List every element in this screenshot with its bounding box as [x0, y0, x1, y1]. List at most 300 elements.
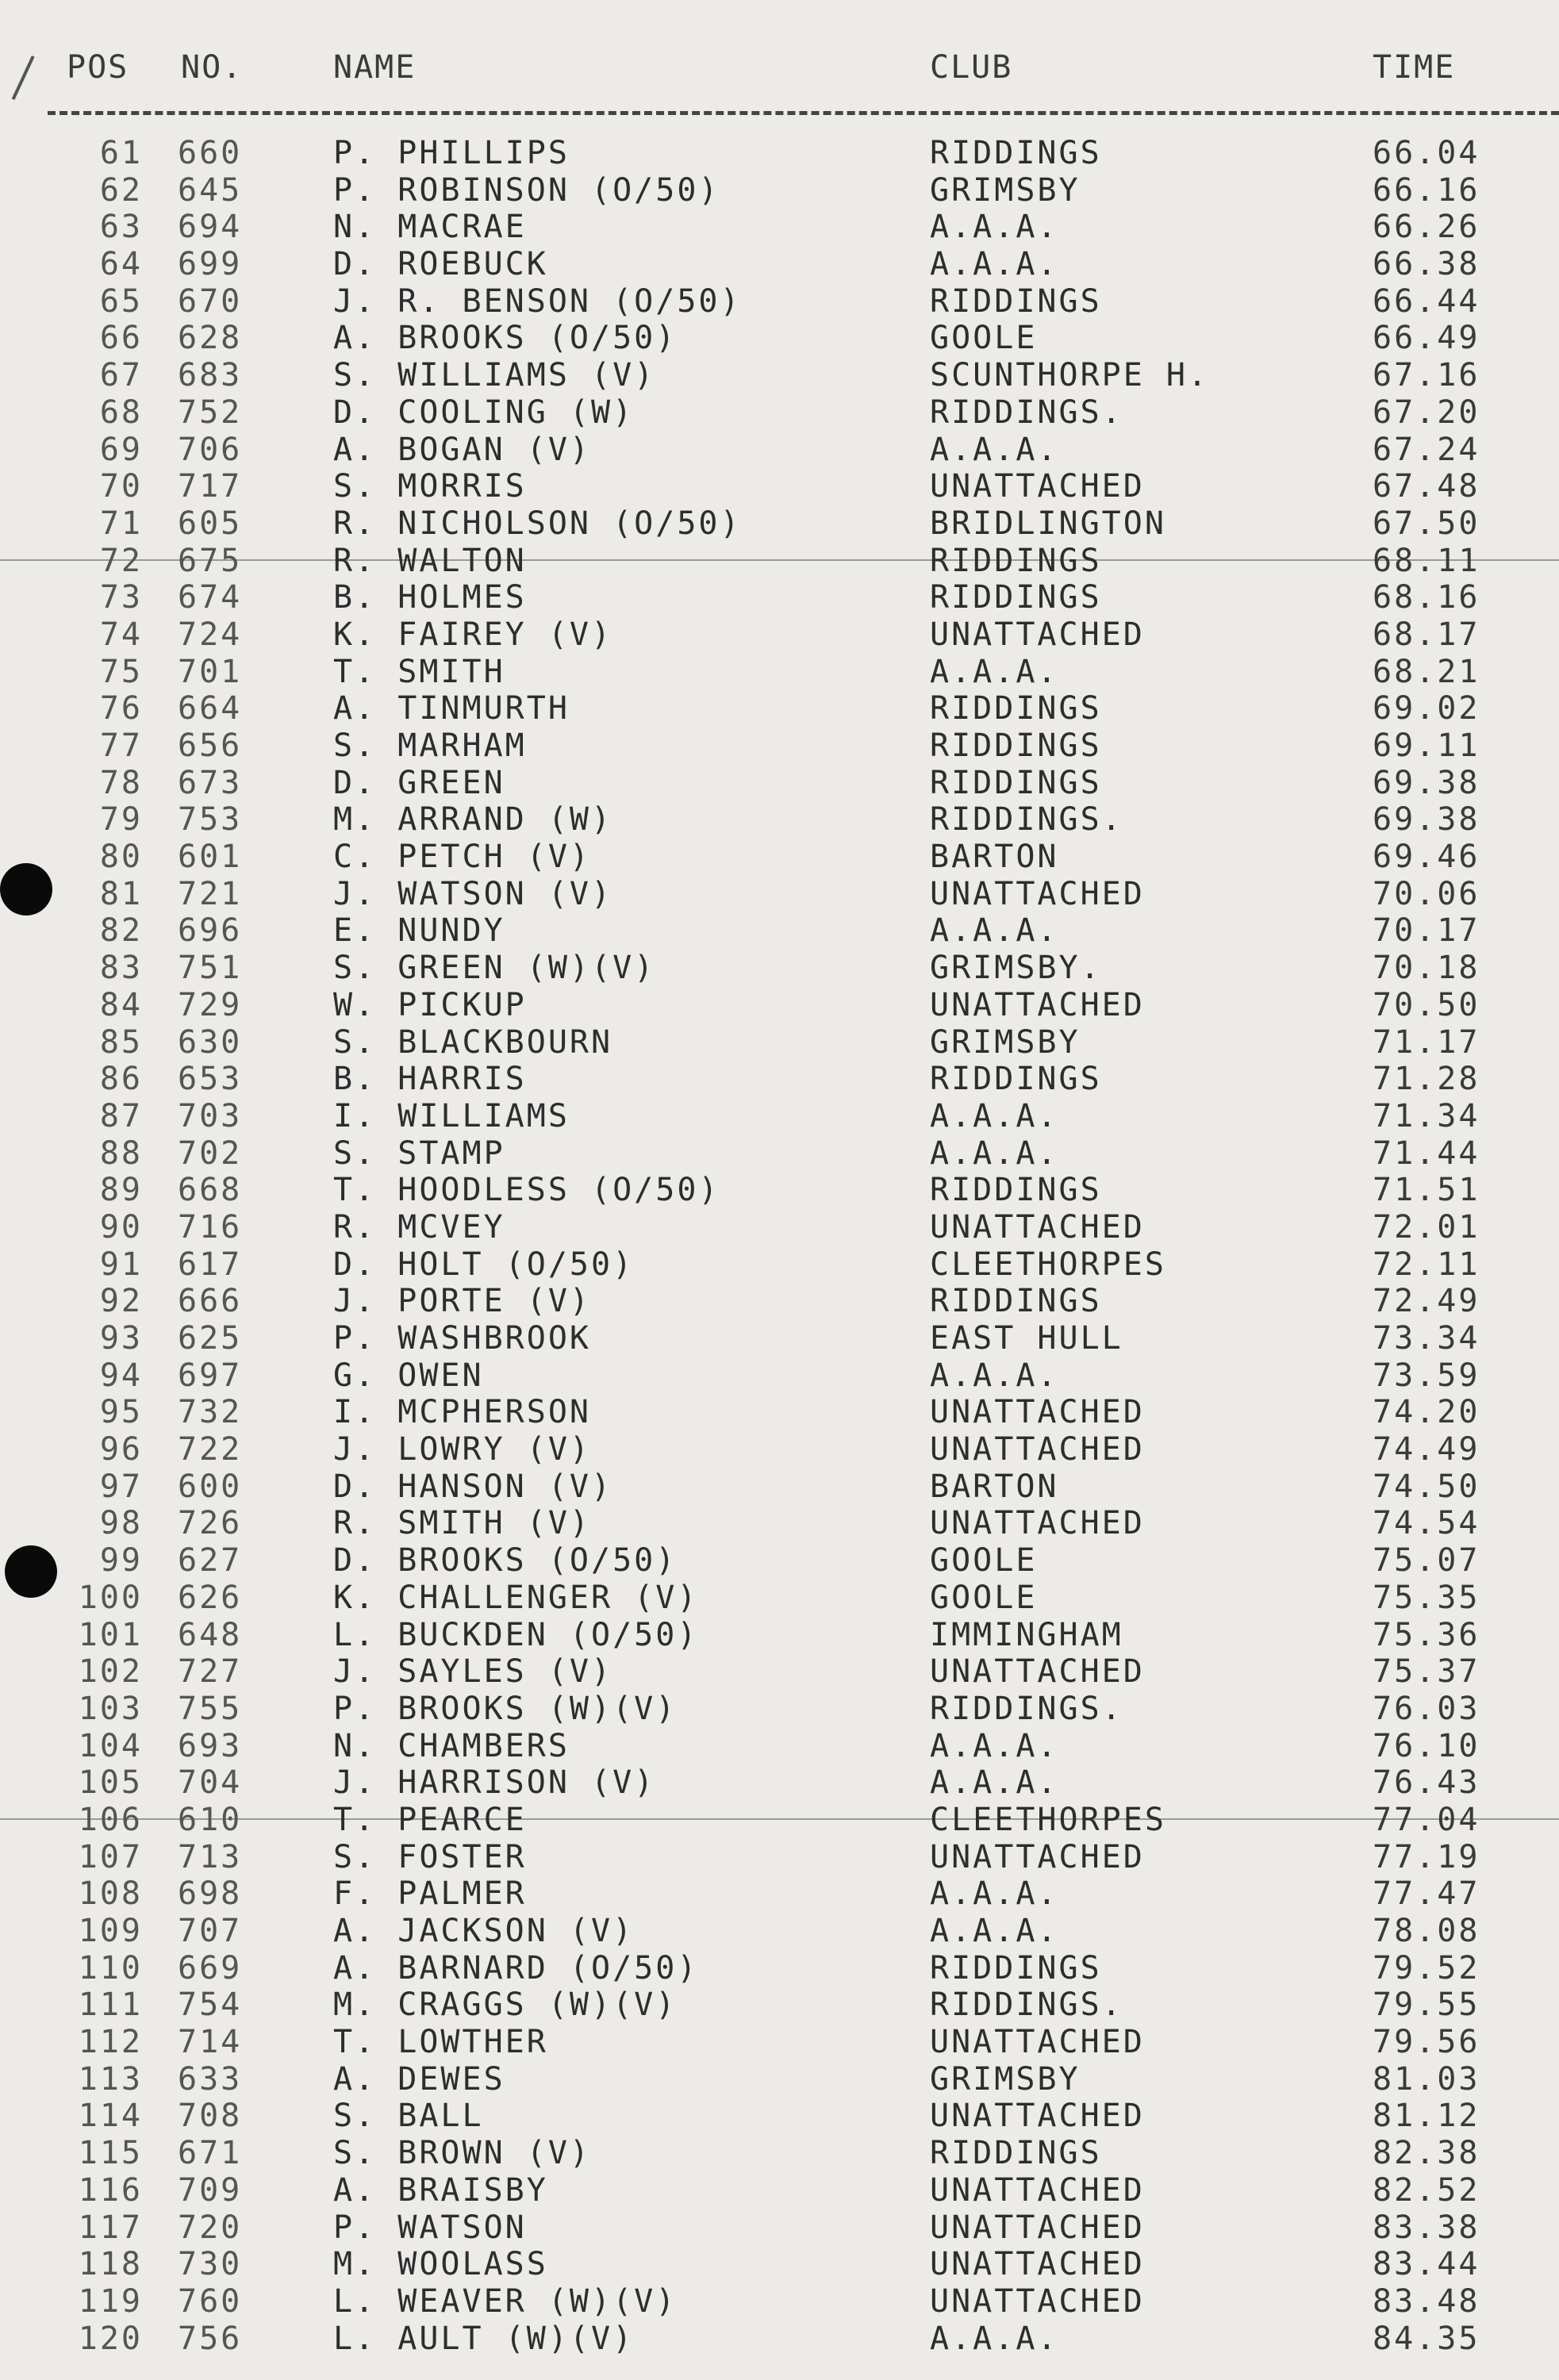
cell-club: UNATTACHED: [930, 616, 1145, 653]
cell-no: 627: [178, 1542, 243, 1580]
cell-time: 70.18: [1373, 950, 1480, 987]
cell-time: 69.02: [1373, 690, 1480, 727]
cell-time: 74.49: [1373, 1431, 1480, 1468]
cell-pos: 84: [99, 986, 143, 1023]
cell-no: 755: [178, 1690, 243, 1727]
cell-name: D. HOLT (O/50): [333, 1246, 635, 1283]
cell-no: 674: [178, 579, 243, 616]
cell-name: R. WALTON: [333, 542, 527, 579]
cell-time: 76.10: [1373, 1727, 1480, 1764]
cell-name: J. HARRISON (V): [333, 1764, 656, 1802]
table-row: [0, 2061, 1559, 2098]
cell-club: A.A.A.: [930, 209, 1059, 246]
cell-name: P. PHILLIPS: [333, 135, 570, 171]
cell-no: 713: [178, 1838, 243, 1875]
cell-pos: 74: [99, 616, 143, 653]
table-row: [0, 1950, 1559, 1987]
cell-pos: 66: [99, 320, 143, 357]
table-row: [0, 1505, 1559, 1542]
cell-pos: 107: [78, 1838, 143, 1875]
cell-name: T. HOODLESS (O/50): [333, 1172, 720, 1209]
cell-name: W. PICKUP: [333, 986, 527, 1023]
cell-club: UNATTACHED: [930, 2024, 1145, 2061]
cell-name: T. SMITH: [333, 653, 505, 690]
cell-no: 754: [178, 1987, 243, 2024]
cell-pos: 83: [99, 950, 143, 987]
cell-no: 704: [178, 1764, 243, 1802]
cell-name: P. WATSON: [333, 2209, 527, 2246]
cell-no: 702: [178, 1134, 243, 1172]
table-row: [0, 2320, 1559, 2358]
cell-name: I. MCPHERSON: [333, 1394, 591, 1431]
cell-pos: 88: [99, 1134, 143, 1172]
cell-pos: 65: [99, 282, 143, 320]
table-row: [0, 283, 1559, 321]
cell-no: 716: [178, 1208, 243, 1246]
cell-pos: 72: [99, 542, 143, 579]
cell-time: 66.16: [1373, 171, 1480, 209]
cell-pos: 102: [78, 1653, 143, 1691]
cell-club: RIDDINGS.: [930, 801, 1123, 839]
cell-time: 72.49: [1373, 1283, 1480, 1320]
cell-pos: 68: [99, 393, 143, 431]
cell-club: GOOLE: [930, 1579, 1038, 1616]
cell-no: 656: [178, 727, 243, 764]
cell-name: L. AULT (W)(V): [333, 2320, 635, 2357]
cell-club: UNATTACHED: [930, 1431, 1145, 1468]
cell-name: R. MCVEY: [333, 1208, 505, 1246]
cell-time: 81.03: [1373, 2060, 1480, 2098]
cell-name: M. WOOLASS: [333, 2246, 548, 2283]
cell-no: 732: [178, 1394, 243, 1431]
cell-club: A.A.A.: [930, 2320, 1059, 2357]
cell-time: 84.35: [1373, 2320, 1480, 2357]
cell-name: N. MACRAE: [333, 209, 527, 246]
cell-name: F. PALMER: [333, 1875, 527, 1913]
cell-no: 697: [178, 1357, 243, 1394]
cell-pos: 105: [78, 1764, 143, 1802]
cell-no: 729: [178, 986, 243, 1023]
cell-name: L. BUCKDEN (O/50): [333, 1616, 699, 1653]
cell-time: 83.38: [1373, 2209, 1480, 2246]
cell-name: S. STAMP: [333, 1134, 505, 1172]
cell-pos: 100: [78, 1579, 143, 1616]
cell-time: 75.35: [1373, 1579, 1480, 1616]
cell-club: UNATTACHED: [930, 986, 1145, 1023]
cell-time: 74.50: [1373, 1468, 1480, 1505]
table-row: [0, 172, 1559, 209]
cell-no: 605: [178, 505, 243, 542]
header-pos: POS: [67, 49, 129, 86]
cell-pos: 80: [99, 839, 143, 876]
table-row: [0, 1542, 1559, 1580]
cell-no: 751: [178, 950, 243, 987]
cell-club: GRIMSBY: [930, 171, 1081, 209]
table-row: [0, 876, 1559, 913]
cell-time: 72.01: [1373, 1208, 1480, 1246]
table-row: [0, 2024, 1559, 2061]
cell-club: RIDDINGS.: [930, 1690, 1123, 1727]
cell-pos: 94: [99, 1357, 143, 1394]
cell-no: 601: [178, 839, 243, 876]
cell-time: 68.21: [1373, 653, 1480, 690]
cell-time: 79.52: [1373, 1949, 1480, 1987]
table-row: [0, 1431, 1559, 1468]
table-row: [0, 543, 1559, 580]
cell-name: A. BOGAN (V): [333, 431, 591, 468]
cell-name: J. LOWRY (V): [333, 1431, 591, 1468]
cell-club: RIDDINGS: [930, 579, 1102, 616]
cell-club: A.A.A.: [930, 431, 1059, 468]
table-row: [0, 912, 1559, 950]
cell-no: 730: [178, 2246, 243, 2283]
cell-pos: 76: [99, 690, 143, 727]
cell-time: 76.03: [1373, 1690, 1480, 1727]
cell-no: 660: [178, 135, 243, 171]
cell-club: CLEETHORPES: [930, 1246, 1166, 1283]
cell-pos: 113: [78, 2060, 143, 2098]
cell-time: 69.38: [1373, 801, 1480, 839]
cell-time: 70.06: [1373, 875, 1480, 912]
cell-pos: 114: [78, 2098, 143, 2135]
cell-club: GOOLE: [930, 320, 1038, 357]
cell-club: UNATTACHED: [930, 468, 1145, 505]
table-row: [0, 1875, 1559, 1913]
cell-club: UNATTACHED: [930, 1394, 1145, 1431]
table-row: [0, 950, 1559, 987]
table-row: [0, 357, 1559, 394]
cell-club: A.A.A.: [930, 912, 1059, 950]
table-row: [0, 579, 1559, 616]
cell-name: M. ARRAND (W): [333, 801, 613, 839]
cell-pos: 103: [78, 1690, 143, 1727]
cell-club: RIDDINGS: [930, 1061, 1102, 1098]
cell-name: S. MARHAM: [333, 727, 527, 764]
table-row: [0, 246, 1559, 283]
cell-no: 752: [178, 393, 243, 431]
cell-club: GRIMSBY.: [930, 950, 1102, 987]
table-row: [0, 468, 1559, 505]
cell-no: 673: [178, 764, 243, 801]
cell-no: 694: [178, 209, 243, 246]
cell-time: 69.11: [1373, 727, 1480, 764]
table-row: [0, 690, 1559, 727]
cell-club: A.A.A.: [930, 246, 1059, 283]
cell-pos: 120: [78, 2320, 143, 2357]
table-row: [0, 1764, 1559, 1802]
cell-pos: 67: [99, 357, 143, 394]
table-row: [0, 2246, 1559, 2283]
cell-pos: 111: [78, 1987, 143, 2024]
cell-club: UNATTACHED: [930, 2246, 1145, 2283]
cell-no: 600: [178, 1468, 243, 1505]
table-row: [0, 505, 1559, 543]
header-dashed-rule: [48, 111, 1559, 115]
cell-name: K. FAIREY (V): [333, 616, 613, 653]
cell-time: 75.36: [1373, 1616, 1480, 1653]
cell-name: S. GREEN (W)(V): [333, 950, 656, 987]
cell-pos: 91: [99, 1246, 143, 1283]
cell-time: 66.49: [1373, 320, 1480, 357]
cell-name: E. NUNDY: [333, 912, 505, 950]
results-table: [0, 135, 1559, 2357]
cell-name: I. WILLIAMS: [333, 1097, 570, 1134]
cell-club: A.A.A.: [930, 1764, 1059, 1802]
cell-name: R. NICHOLSON (O/50): [333, 505, 742, 542]
cell-time: 66.04: [1373, 135, 1480, 171]
cell-time: 71.34: [1373, 1097, 1480, 1134]
cell-time: 76.43: [1373, 1764, 1480, 1802]
cell-name: C. PETCH (V): [333, 839, 591, 876]
cell-club: CLEETHORPES: [930, 1801, 1166, 1838]
cell-name: L. WEAVER (W)(V): [333, 2282, 678, 2320]
cell-time: 83.44: [1373, 2246, 1480, 2283]
cell-pos: 61: [99, 135, 143, 171]
table-row: [0, 1283, 1559, 1320]
cell-time: 77.04: [1373, 1801, 1480, 1838]
cell-club: A.A.A.: [930, 1875, 1059, 1913]
table-row: [0, 1617, 1559, 1654]
cell-time: 79.55: [1373, 1987, 1480, 2024]
table-row: [0, 2098, 1559, 2135]
cell-pos: 93: [99, 1320, 143, 1357]
cell-pos: 70: [99, 468, 143, 505]
cell-pos: 77: [99, 727, 143, 764]
cell-pos: 81: [99, 875, 143, 912]
cell-pos: 95: [99, 1394, 143, 1431]
cell-no: 724: [178, 616, 243, 653]
cell-no: 753: [178, 801, 243, 839]
cell-time: 82.52: [1373, 2171, 1480, 2209]
cell-name: A. DEWES: [333, 2060, 505, 2098]
table-row: [0, 1913, 1559, 1950]
cell-no: 628: [178, 320, 243, 357]
cell-no: 664: [178, 690, 243, 727]
cell-time: 66.44: [1373, 282, 1480, 320]
cell-club: UNATTACHED: [930, 2098, 1145, 2135]
cell-name: P. BROOKS (W)(V): [333, 1690, 678, 1727]
table-row: [0, 320, 1559, 357]
cell-pos: 90: [99, 1208, 143, 1246]
table-row: [0, 1691, 1559, 1728]
cell-name: G. OWEN: [333, 1357, 484, 1394]
table-row: [0, 1098, 1559, 1135]
cell-no: 671: [178, 2135, 243, 2172]
cell-time: 71.44: [1373, 1134, 1480, 1172]
cell-club: GRIMSBY: [930, 1023, 1081, 1061]
cell-name: D. COOLING (W): [333, 393, 635, 431]
cell-pos: 73: [99, 579, 143, 616]
cell-club: UNATTACHED: [930, 875, 1145, 912]
cell-name: J. PORTE (V): [333, 1283, 591, 1320]
cell-name: P. WASHBROOK: [333, 1320, 591, 1357]
cell-pos: 79: [99, 801, 143, 839]
cell-time: 70.17: [1373, 912, 1480, 950]
cell-no: 714: [178, 2024, 243, 2061]
cell-no: 626: [178, 1579, 243, 1616]
table-row: [0, 654, 1559, 691]
cell-no: 709: [178, 2171, 243, 2209]
cell-name: N. CHAMBERS: [333, 1727, 570, 1764]
cell-no: 708: [178, 2098, 243, 2135]
cell-name: J. R. BENSON (O/50): [333, 282, 742, 320]
table-row: [0, 1394, 1559, 1431]
table-row: [0, 765, 1559, 802]
cell-pos: 89: [99, 1172, 143, 1209]
cell-name: A. BROOKS (O/50): [333, 320, 678, 357]
cell-club: RIDDINGS.: [930, 1987, 1123, 2024]
cell-no: 668: [178, 1172, 243, 1209]
cell-time: 79.56: [1373, 2024, 1480, 2061]
cell-name: A. TINMURTH: [333, 690, 570, 727]
cell-pos: 104: [78, 1727, 143, 1764]
table-row: [0, 135, 1559, 172]
cell-time: 74.54: [1373, 1505, 1480, 1542]
cell-club: RIDDINGS: [930, 542, 1102, 579]
cell-club: UNATTACHED: [930, 2209, 1145, 2246]
cell-club: UNATTACHED: [930, 1838, 1145, 1875]
cell-club: RIDDINGS: [930, 135, 1102, 171]
table-row: [0, 1135, 1559, 1173]
cell-name: S. WILLIAMS (V): [333, 357, 656, 394]
cell-no: 625: [178, 1320, 243, 1357]
cell-time: 69.38: [1373, 764, 1480, 801]
cell-club: A.A.A.: [930, 1727, 1059, 1764]
table-row: [0, 432, 1559, 469]
cell-no: 610: [178, 1801, 243, 1838]
cell-name: T. LOWTHER: [333, 2024, 548, 2061]
cell-club: A.A.A.: [930, 1913, 1059, 1949]
table-row: [0, 1357, 1559, 1395]
cell-no: 703: [178, 1097, 243, 1134]
cell-time: 81.12: [1373, 2098, 1480, 2135]
cell-pos: 115: [78, 2135, 143, 2172]
table-row: [0, 1468, 1559, 1506]
cell-club: UNATTACHED: [930, 2171, 1145, 2209]
cell-name: K. CHALLENGER (V): [333, 1579, 699, 1616]
cell-name: S. BALL: [333, 2098, 484, 2135]
cell-name: S. MORRIS: [333, 468, 527, 505]
cell-club: RIDDINGS: [930, 1172, 1102, 1209]
cell-pos: 64: [99, 246, 143, 283]
cell-no: 693: [178, 1727, 243, 1764]
cell-club: RIDDINGS: [930, 1949, 1102, 1987]
cell-time: 67.24: [1373, 431, 1480, 468]
cell-time: 74.20: [1373, 1394, 1480, 1431]
cell-pos: 71: [99, 505, 143, 542]
cell-club: GRIMSBY: [930, 2060, 1081, 2098]
cell-no: 707: [178, 1913, 243, 1949]
cell-name: S. BLACKBOURN: [333, 1023, 613, 1061]
cell-pos: 110: [78, 1949, 143, 1987]
cell-no: 633: [178, 2060, 243, 2098]
cell-time: 68.17: [1373, 616, 1480, 653]
cell-pos: 63: [99, 209, 143, 246]
cell-time: 83.48: [1373, 2282, 1480, 2320]
table-row: [0, 2283, 1559, 2320]
cell-club: A.A.A.: [930, 1134, 1059, 1172]
cell-club: EAST HULL: [930, 1320, 1123, 1357]
table-row: [0, 1580, 1559, 1617]
cell-no: 666: [178, 1283, 243, 1320]
cell-pos: 106: [78, 1801, 143, 1838]
table-row: [0, 1061, 1559, 1098]
table-row: [0, 1209, 1559, 1246]
cell-pos: 109: [78, 1913, 143, 1949]
cell-no: 720: [178, 2209, 243, 2246]
cell-no: 722: [178, 1431, 243, 1468]
cell-time: 67.50: [1373, 505, 1480, 542]
cell-time: 67.16: [1373, 357, 1480, 394]
cell-name: A. BARNARD (O/50): [333, 1949, 699, 1987]
cell-pos: 78: [99, 764, 143, 801]
cell-time: 71.51: [1373, 1172, 1480, 1209]
cell-name: T. PEARCE: [333, 1801, 527, 1838]
cell-no: 645: [178, 171, 243, 209]
cell-name: M. CRAGGS (W)(V): [333, 1987, 678, 2024]
table-row: [0, 1246, 1559, 1284]
cell-no: 648: [178, 1616, 243, 1653]
cell-name: A. JACKSON (V): [333, 1913, 635, 1949]
cell-pos: 69: [99, 431, 143, 468]
cell-time: 72.11: [1373, 1246, 1480, 1283]
cell-pos: 87: [99, 1097, 143, 1134]
cell-pos: 98: [99, 1505, 143, 1542]
cell-no: 696: [178, 912, 243, 950]
table-row: [0, 1987, 1559, 2024]
cell-club: BARTON: [930, 1468, 1059, 1505]
cell-club: RIDDINGS: [930, 1283, 1102, 1320]
table-row: [0, 1839, 1559, 1876]
table-row: [0, 839, 1559, 876]
cell-club: RIDDINGS: [930, 690, 1102, 727]
cell-time: 82.38: [1373, 2135, 1480, 2172]
table-row: [0, 209, 1559, 246]
cell-pos: 97: [99, 1468, 143, 1505]
cell-no: 717: [178, 468, 243, 505]
cell-no: 669: [178, 1949, 243, 1987]
cell-no: 701: [178, 653, 243, 690]
cell-no: 699: [178, 246, 243, 283]
cell-no: 675: [178, 542, 243, 579]
cell-pos: 75: [99, 653, 143, 690]
cell-club: UNATTACHED: [930, 2282, 1145, 2320]
cell-name: D. ROEBUCK: [333, 246, 548, 283]
cell-pos: 112: [78, 2024, 143, 2061]
cell-name: R. SMITH (V): [333, 1505, 591, 1542]
cell-no: 683: [178, 357, 243, 394]
cell-time: 68.11: [1373, 542, 1480, 579]
cell-time: 77.19: [1373, 1838, 1480, 1875]
cell-club: UNATTACHED: [930, 1505, 1145, 1542]
cell-no: 727: [178, 1653, 243, 1691]
cell-name: J. WATSON (V): [333, 875, 613, 912]
table-row: [0, 1728, 1559, 1765]
cell-name: A. BRAISBY: [333, 2171, 548, 2209]
cell-club: RIDDINGS.: [930, 393, 1123, 431]
cell-name: P. ROBINSON (O/50): [333, 171, 720, 209]
cell-name: D. GREEN: [333, 764, 505, 801]
table-row: [0, 1320, 1559, 1357]
cell-name: B. HARRIS: [333, 1061, 527, 1098]
cell-time: 77.47: [1373, 1875, 1480, 1913]
table-row: [0, 1024, 1559, 1061]
cell-name: D. HANSON (V): [333, 1468, 613, 1505]
cell-no: 670: [178, 282, 243, 320]
table-row: [0, 394, 1559, 432]
cell-pos: 85: [99, 1023, 143, 1061]
cell-time: 69.46: [1373, 839, 1480, 876]
